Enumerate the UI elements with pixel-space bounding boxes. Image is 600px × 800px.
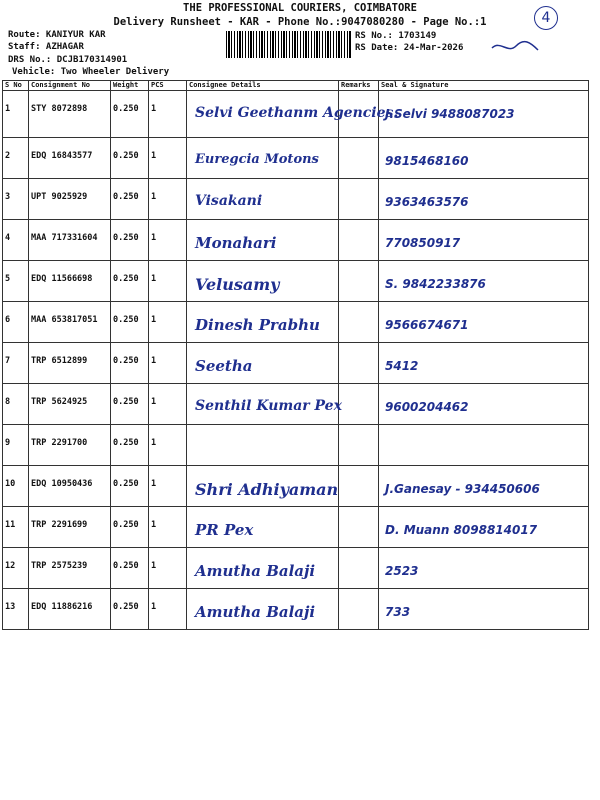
cell-weight: 0.250 (111, 91, 149, 138)
cell-signature (379, 343, 589, 384)
cell-weight: 0.250 (111, 179, 149, 220)
cell-remarks (339, 343, 379, 384)
cell-weight: 0.250 (111, 589, 149, 630)
cell-sno: 10 (3, 466, 29, 507)
cell-signature (379, 466, 589, 507)
cell-signature-handwriting: D. Muann 8098814017 (385, 523, 538, 537)
cell-pcs: 1 (149, 548, 187, 589)
cell-signature-handwriting: 2523 (385, 564, 419, 578)
cell-pcs: 1 (149, 91, 187, 138)
table-row (3, 302, 589, 343)
cell-consignment: MAA 653817051 (29, 302, 111, 343)
cell-remarks (339, 138, 379, 179)
cell-consignee (187, 138, 339, 179)
cell-weight: 0.250 (111, 261, 149, 302)
drs-label: DRS No.: DCJB170314901 (8, 55, 128, 65)
cell-consignee-handwriting: Velusamy (195, 275, 280, 294)
col-consignee: Consignee Details (187, 81, 339, 91)
cell-signature (379, 220, 589, 261)
cell-weight: 0.250 (111, 466, 149, 507)
cell-consignment: UPT 9025929 (29, 179, 111, 220)
cell-signature-handwriting: 9815468160 (385, 154, 469, 168)
table-row (3, 466, 589, 507)
cell-sno: 6 (3, 302, 29, 343)
cell-consignee-handwriting (187, 425, 338, 439)
col-remarks: Remarks (339, 81, 379, 91)
cell-consignment: MAA 717331604 (29, 220, 111, 261)
table-row (3, 507, 589, 548)
cell-consignment: EDQ 16843577 (29, 138, 111, 179)
table-row (3, 261, 589, 302)
cell-consignment: TRP 2575239 (29, 548, 111, 589)
cell-signature (379, 261, 589, 302)
cell-consignee-handwriting: Amutha Balaji (195, 562, 316, 580)
cell-consignee-handwriting: Euregcia Motons (195, 152, 319, 167)
col-weight: Weight (111, 81, 149, 91)
cell-consignment: EDQ 11886216 (29, 589, 111, 630)
cell-signature-handwriting (379, 425, 588, 441)
rs-number: RS No.: 1703149 (355, 31, 437, 41)
cell-pcs: 1 (149, 138, 187, 179)
cell-consignee (187, 466, 339, 507)
staff-label: Staff: AZHAGAR (8, 42, 84, 52)
cell-signature-handwriting: 9566674671 (385, 318, 469, 332)
cell-consignee (187, 384, 342, 425)
cell-sno: 12 (3, 548, 29, 589)
table-row (3, 91, 589, 138)
table-row (3, 179, 589, 220)
cell-remarks (339, 384, 379, 425)
cell-consignee (187, 589, 339, 630)
cell-sno: 13 (3, 589, 29, 630)
cell-sno: 1 (3, 91, 29, 138)
cell-consignee-handwriting: Visakani (195, 193, 263, 209)
page-mark-handwritten: 4 (534, 6, 558, 30)
table-row (3, 384, 589, 425)
barcode (226, 31, 351, 58)
cell-sno: 2 (3, 138, 29, 179)
cell-consignee-handwriting: Monahari (195, 234, 277, 252)
cell-pcs: 1 (149, 384, 187, 425)
cell-signature-handwriting: 5412 (385, 359, 419, 373)
cell-weight: 0.250 (111, 384, 149, 425)
cell-signature-handwriting: 9600204462 (385, 400, 469, 414)
cell-signature-handwriting: 770850917 (385, 236, 461, 250)
cell-consignee-handwriting: Shri Adhiyaman (195, 480, 339, 499)
runsheet-table (2, 80, 589, 630)
cell-weight: 0.250 (111, 138, 149, 179)
table-row (3, 343, 589, 384)
cell-signature (379, 91, 589, 138)
cell-consignment: TRP 2291699 (29, 507, 111, 548)
cell-sno: 5 (3, 261, 29, 302)
cell-pcs: 1 (149, 466, 187, 507)
cell-signature-handwriting: 9363463576 (385, 195, 469, 209)
cell-consignee-handwriting: Seetha (195, 357, 253, 375)
cell-pcs: 1 (149, 179, 187, 220)
cell-pcs: 1 (149, 343, 187, 384)
cell-signature (379, 138, 589, 179)
col-sno: S No (3, 81, 29, 91)
cell-consignment: STY 8072898 (29, 91, 111, 138)
cell-pcs: 1 (149, 507, 187, 548)
table-header-row (3, 81, 589, 91)
table-row (3, 548, 589, 589)
cell-signature (379, 589, 589, 630)
route-label: Route: KANIYUR KAR (8, 30, 106, 40)
cell-weight: 0.250 (111, 548, 149, 589)
cell-remarks (339, 302, 379, 343)
cell-weight: 0.250 (111, 302, 149, 343)
cell-remarks (339, 466, 379, 507)
cell-remarks (339, 261, 379, 302)
cell-remarks (339, 425, 379, 466)
cell-consignee-handwriting: Amutha Balaji (195, 603, 316, 621)
cell-consignee (187, 220, 339, 261)
table-row (3, 425, 589, 466)
cell-signature-handwriting: J.Selvi 9488087023 (385, 107, 515, 121)
table-row (3, 589, 589, 630)
cell-consignee-handwriting: PR Pex (195, 521, 254, 539)
cell-signature (379, 548, 589, 589)
cell-remarks (339, 507, 379, 548)
cell-consignee (187, 343, 339, 384)
col-consignment: Consignment No (29, 81, 111, 91)
cell-signature-handwriting: J.Ganesay - 934450606 (385, 482, 540, 496)
cell-sno: 8 (3, 384, 29, 425)
cell-weight: 0.250 (111, 425, 149, 466)
col-seal: Seal & Signature (379, 81, 589, 91)
cell-remarks (339, 179, 379, 220)
cell-consignment: TRP 6512899 (29, 343, 111, 384)
rs-date: RS Date: 24-Mar-2026 (355, 43, 464, 53)
cell-sno: 3 (3, 179, 29, 220)
handwritten-scribble (490, 38, 540, 56)
cell-consignee-handwriting: Senthil Kumar Pex (195, 398, 342, 414)
cell-remarks (339, 589, 379, 630)
cell-consignee-handwriting: Dinesh Prabhu (195, 316, 320, 334)
cell-consignment: TRP 2291700 (29, 425, 111, 466)
cell-consignment: EDQ 11566698 (29, 261, 111, 302)
cell-consignment: EDQ 10950436 (29, 466, 111, 507)
cell-signature (379, 302, 589, 343)
cell-weight: 0.250 (111, 507, 149, 548)
cell-signature-handwriting: 733 (385, 605, 411, 619)
cell-consignee (187, 91, 399, 138)
cell-pcs: 1 (149, 302, 187, 343)
cell-remarks (339, 548, 379, 589)
cell-weight: 0.250 (111, 343, 149, 384)
runsheet-subtitle: Delivery Runsheet - KAR - Phone No.:9047080280 - Page No.:1 (113, 16, 487, 28)
cell-sno: 4 (3, 220, 29, 261)
cell-consignee (187, 261, 339, 302)
cell-consignee (187, 179, 339, 220)
cell-consignee (187, 548, 339, 589)
cell-sno: 7 (3, 343, 29, 384)
cell-pcs: 1 (149, 261, 187, 302)
cell-consignment: TRP 5624925 (29, 384, 111, 425)
cell-consignee (187, 302, 339, 343)
cell-consignee (187, 507, 339, 548)
vehicle-label: Vehicle: Two Wheeler Delivery (12, 67, 170, 77)
col-pcs: PCS (149, 81, 187, 91)
company-title: THE PROFESSIONAL COURIERS, COIMBATORE (183, 2, 417, 14)
cell-consignee (187, 425, 339, 466)
cell-pcs: 1 (149, 425, 187, 466)
table-row (3, 138, 589, 179)
cell-signature-handwriting: S. 9842233876 (385, 277, 486, 291)
cell-pcs: 1 (149, 589, 187, 630)
table-row (3, 220, 589, 261)
cell-pcs: 1 (149, 220, 187, 261)
cell-signature (379, 425, 589, 466)
cell-signature (379, 507, 589, 548)
cell-weight: 0.250 (111, 220, 149, 261)
cell-signature (379, 384, 589, 425)
cell-consignee-handwriting: Selvi Geethanm Agencies. (195, 105, 399, 121)
cell-sno: 11 (3, 507, 29, 548)
cell-sno: 9 (3, 425, 29, 466)
cell-signature (379, 179, 589, 220)
cell-remarks (339, 220, 379, 261)
